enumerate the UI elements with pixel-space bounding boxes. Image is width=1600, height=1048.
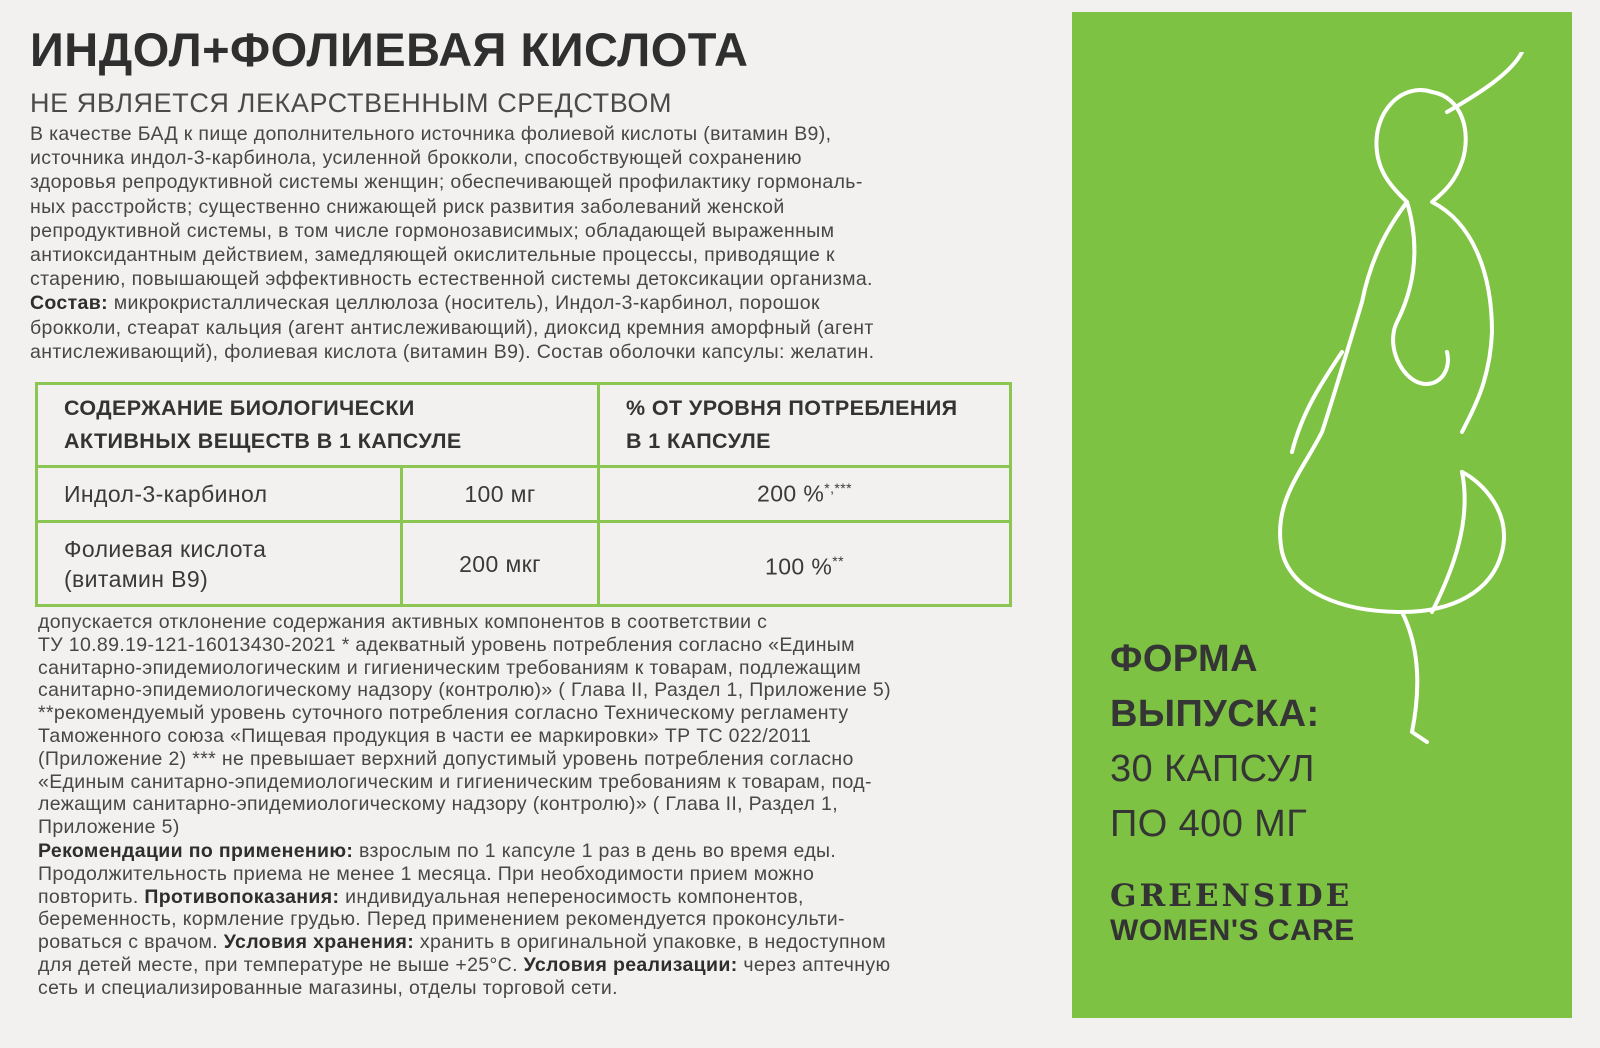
contraindications-label: Противопоказания: bbox=[144, 885, 340, 908]
release-form-qty: ПО 400 МГ bbox=[1110, 803, 1308, 845]
brand-name: GREENSIDE bbox=[1110, 878, 1353, 914]
substance-name bbox=[37, 467, 402, 522]
header-line: АКТИВНЫХ ВЕЩЕСТВ В 1 КАПСУЛЕ bbox=[64, 429, 462, 453]
percent-value: 200 % bbox=[757, 480, 825, 507]
usage-text: беременность, кормление грудью. Перед применением рекомендуется проконсульти- bbox=[38, 908, 845, 931]
recommendations-label: Рекомендации по применению: bbox=[38, 840, 354, 862]
footnote-line: Таможенного союза «Пищевая продукция в части ее маркировки» ТР ТС 022/2011 bbox=[38, 724, 812, 747]
description-line: здоровья репродуктивной системы женщин; обеспечивающей профилактику гормональ- bbox=[30, 171, 863, 194]
description-line: старению, повышающей эффективность естественной системы детоксикации организма. bbox=[30, 268, 873, 291]
usage-text: Продолжительность приема не менее 1 месяца. При необходимости прием можно bbox=[38, 862, 815, 885]
substance-percent bbox=[599, 522, 1011, 606]
description bbox=[30, 122, 1040, 291]
name-line: Фолиевая кислота bbox=[64, 535, 267, 562]
composition bbox=[30, 291, 1040, 364]
footnote-line: лежащим санитарно-эпидемиологическому надзору (контролю)» ( Глава II, Раздел 1, bbox=[38, 793, 838, 816]
footnote-line: (Приложение 2) *** не превышает верхний допустимый уровень потребления согласно bbox=[38, 747, 854, 770]
usage-text: сеть и специализированные магазины, отделы торговой сети. bbox=[38, 976, 618, 999]
footnote-line: санитарно-эпидемиологическим и гигиеническим требованиям к товарам, подлежащим bbox=[38, 656, 862, 679]
footnote-line: **рекомендуемый уровень суточного потребления согласно Техническому регламенту bbox=[38, 702, 849, 725]
footnote-mark: *,*** bbox=[824, 480, 852, 497]
description-line: репродуктивной системы, в том числе гормонозависимых; обладающей выраженным bbox=[30, 219, 835, 242]
description-line: В качестве БАД к пище дополнительного источника фолиевой кислоты (витамин В9), bbox=[30, 123, 832, 145]
substance-amount: 200 мкг bbox=[402, 522, 599, 606]
footnote-line: «Единым санитарно-эпидемиологическим и гигиеническим требованиям к товарам, под- bbox=[38, 770, 872, 793]
usage-text: повторить. bbox=[38, 885, 145, 908]
table-header-percent bbox=[599, 384, 1011, 467]
usage-text: хранить в оригинальной упаковке, в недоступном bbox=[414, 931, 886, 954]
description-line: антиоксидантным действием, замедляющей окислительные процессы, приводящие к bbox=[30, 244, 835, 267]
name-line: Индол-3-карбинол bbox=[64, 480, 268, 507]
substance-amount: 100 мг bbox=[402, 467, 599, 522]
composition-line: антислеживающий), фолиевая кислота (витамин В9). Состав оболочки капсулы: желатин. bbox=[30, 340, 875, 363]
substance-name bbox=[37, 522, 402, 606]
release-form-label: ФОРМА bbox=[1110, 638, 1258, 680]
header-line: СОДЕРЖАНИЕ БИОЛОГИЧЕСКИ bbox=[64, 396, 415, 420]
footnotes bbox=[38, 611, 891, 839]
label-text-area bbox=[30, 22, 1040, 364]
footnote-line: ТУ 10.89.19-121-16013430-2021 * адекватный уровень потребления согласно «Единым bbox=[38, 633, 855, 656]
usage-text: для детей месте, при температуре не выше +25°С. bbox=[38, 953, 524, 976]
brand-logo bbox=[1110, 878, 1355, 948]
footnote-mark: ** bbox=[832, 552, 844, 569]
usage-text: роваться с врачом. bbox=[38, 931, 224, 954]
product-subtitle: НЕ ЯВЛЯЕТСЯ ЛЕКАРСТВЕННЫМ СРЕДСТВОМ bbox=[30, 88, 673, 118]
release-form-label: ВЫПУСКА: bbox=[1110, 693, 1320, 735]
composition-label: Состав: bbox=[30, 292, 108, 315]
active-substances-table bbox=[35, 382, 1012, 607]
footnote-line: допускается отклонение содержания активных компонентов в соответствии с bbox=[38, 611, 768, 633]
sale-conditions-label: Условия реализации: bbox=[523, 953, 738, 976]
release-form bbox=[1110, 632, 1320, 852]
header-line: В 1 КАПСУЛЕ bbox=[626, 429, 771, 453]
footnote-line: Приложение 5) bbox=[38, 816, 180, 839]
green-brand-panel bbox=[1072, 12, 1572, 1018]
composition-line: микрокристаллическая целлюлоза (носитель), Индол-3-карбинол, порошок bbox=[107, 292, 820, 315]
description-line: источника индол-3-карбинола, усиленной брокколи, способствующей сохранению bbox=[30, 147, 802, 170]
header-line: % ОТ УРОВНЯ ПОТРЕБЛЕНИЯ bbox=[626, 396, 958, 420]
footnote-line: санитарно-эпидемиологическому надзору (контролю)» ( Глава II, Раздел 1, Приложение 5) bbox=[38, 679, 891, 702]
usage-text: через аптечную bbox=[737, 953, 891, 976]
release-form-qty: 30 КАПСУЛ bbox=[1110, 748, 1315, 790]
brand-subtitle: WOMEN'S CARE bbox=[1110, 914, 1355, 947]
table-row bbox=[37, 522, 1011, 606]
description-line: ных расстройств; существенно снижающей риск развития заболеваний женской bbox=[30, 195, 785, 218]
table-row bbox=[37, 467, 1011, 522]
usage-text: индивидуальная непереносимость компонентов, bbox=[339, 885, 804, 908]
usage-text: взрослым по 1 капсуле 1 раз в день во время еды. bbox=[353, 840, 837, 862]
product-title: ИНДОЛ+ФОЛИЕВАЯ КИСЛОТА bbox=[30, 23, 749, 76]
table-header-content bbox=[37, 384, 599, 467]
usage-instructions bbox=[38, 840, 890, 1000]
storage-label: Условия хранения: bbox=[223, 931, 415, 954]
composition-line: брокколи, стеарат кальция (агент антислеживающий), диоксид кремния аморфный (агент bbox=[30, 316, 874, 339]
substance-percent bbox=[599, 467, 1011, 522]
name-line: (витамин В9) bbox=[64, 565, 209, 592]
percent-value: 100 % bbox=[765, 553, 833, 580]
